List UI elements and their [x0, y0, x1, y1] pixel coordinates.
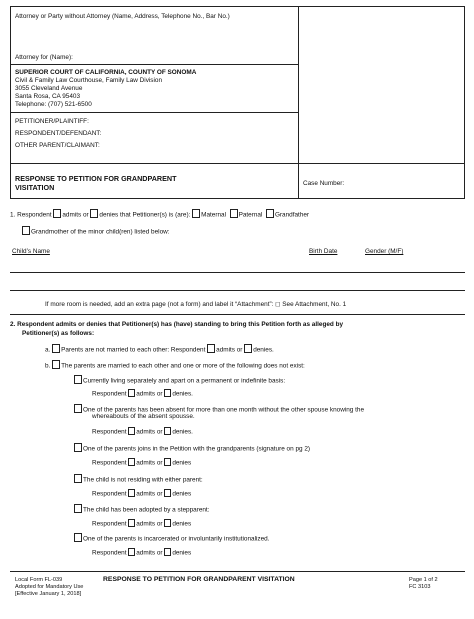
grandfather-checkbox[interactable]	[266, 209, 274, 218]
attorney-for-label: Attorney for (Name):	[15, 54, 73, 61]
option-1-denies-label: denies.	[172, 390, 193, 398]
option-4-admits-checkbox[interactable]	[128, 489, 135, 497]
option-4-checkbox[interactable]	[74, 474, 82, 483]
option-3-line	[74, 443, 310, 454]
a-denies-label: denies.	[253, 346, 274, 354]
option-3-checkbox[interactable]	[74, 443, 82, 452]
option-3-denies-checkbox[interactable]	[164, 458, 171, 466]
denies-that-label: denies that Petitioner(s) is (are):	[99, 211, 191, 219]
option-4-denies-label: denies	[172, 490, 192, 498]
option-2-respondent: Respondent	[92, 428, 127, 436]
option-3-text: One of the parents joins in the Petition with the grandparents (signature on pg 2)	[83, 445, 311, 453]
item2-heading-1: 2. Respondent admits or denies that Petitioner(s) has (have) standing to bring this Petition forth as alleged by	[10, 321, 344, 328]
court-line-3: Santa Rosa, CA 95403	[15, 93, 81, 100]
footer-form-id: Local Form FL-039	[15, 577, 63, 583]
b-text: The parents are married to each other and one or more of the following does not exist:	[61, 362, 305, 370]
option-4-text: The child is not residing with either parent:	[83, 476, 203, 484]
court-line-1: Civil & Family Law Courthouse, Family Law Division	[15, 77, 163, 84]
option-5-respondent: Respondent	[92, 520, 127, 528]
option-2-response	[92, 427, 193, 437]
paternal-label: Paternal	[238, 211, 263, 219]
col-birth-date: Birth Date	[309, 248, 338, 255]
footer-rule	[10, 571, 465, 572]
option-5-denies-checkbox[interactable]	[164, 519, 171, 527]
item1-prefix: 1. Respondent	[10, 211, 52, 219]
a-checkbox[interactable]	[52, 344, 60, 353]
option-1-admits-checkbox[interactable]	[128, 389, 135, 397]
option-2-text: One of the parents has been absent for more than one month without the other spouse knowing the	[83, 406, 365, 414]
child-row-1-line[interactable]	[10, 272, 465, 273]
attorney-label: Attorney or Party without Attorney (Name, Address, Telephone No., Bar No.)	[15, 13, 230, 20]
option-6-denies-checkbox[interactable]	[164, 548, 171, 556]
option-1-respondent: Respondent	[92, 390, 127, 398]
option-3-admits-checkbox[interactable]	[128, 458, 135, 466]
caption-divider	[298, 6, 299, 199]
item2-b-line	[45, 360, 305, 371]
child-row-2-line[interactable]	[10, 290, 465, 291]
option-6-respondent: Respondent	[92, 549, 127, 557]
court-line-4: Telephone: (707) 521-6500	[15, 101, 92, 108]
item2-heading-2: Petitioner(s) as follows:	[22, 330, 95, 337]
option-3-denies-label: denies	[172, 459, 192, 467]
option-4-respondent: Respondent	[92, 490, 127, 498]
option-6-denies-label: denies	[172, 549, 192, 557]
court-line-2: 3055 Cleveland Avenue	[15, 85, 83, 92]
court-section-bottom	[10, 112, 298, 113]
option-5-denies-label: denies	[172, 520, 192, 528]
option-6-admits-label: admits or	[136, 549, 163, 557]
option-1-line	[74, 375, 285, 386]
option-2-text-2: whereabouts of the absent spousse.	[92, 413, 195, 420]
grandmother-label: Grandmother of the minor child(ren) listed below:	[31, 228, 170, 236]
option-2-admits-checkbox[interactable]	[128, 427, 135, 435]
option-1-checkbox[interactable]	[74, 375, 82, 384]
petitioner-label: PETITIONER/PLAINTIFF:	[15, 118, 89, 125]
footer-adopted: Adopted for Mandatory Use	[15, 584, 84, 590]
option-4-line	[74, 474, 203, 485]
footer-code: FC 3103	[409, 584, 431, 590]
col-childs-name: Child’s Name	[12, 248, 50, 255]
option-5-text: The child has been adopted by a stepparent:	[83, 506, 210, 514]
item2-a-label: a.	[45, 346, 51, 354]
case-number-field[interactable]	[352, 174, 460, 194]
item1-line	[10, 209, 309, 220]
option-4-response	[92, 489, 191, 499]
grandmother-checkbox[interactable]	[22, 226, 30, 235]
option-3-admits-label: admits or	[136, 459, 163, 467]
item2-a-line	[45, 344, 274, 355]
option-6-response	[92, 548, 191, 558]
footer-title: RESPONSE TO PETITION FOR GRANDPARENT VISITATION	[103, 576, 295, 583]
option-2-denies-checkbox[interactable]	[164, 427, 171, 435]
option-5-response	[92, 519, 191, 529]
grandmother-line	[22, 226, 170, 237]
b-checkbox[interactable]	[52, 360, 60, 369]
option-5-line	[74, 504, 209, 515]
option-4-denies-checkbox[interactable]	[164, 489, 171, 497]
attorney-section-bottom	[10, 64, 298, 65]
option-1-admits-label: admits or	[136, 390, 163, 398]
court-name: SUPERIOR COURT OF CALIFORNIA, COUNTY OF SONOMA	[15, 69, 197, 76]
option-6-checkbox[interactable]	[74, 533, 82, 542]
more-room-note: If more room is needed, add an extra page (not a form) and label it “Attachment”: ◻ See Attachment, No. 1	[45, 301, 347, 308]
footer-effective: [Effective January 1, 2018]	[15, 591, 82, 597]
admits-label: admits or	[62, 211, 89, 219]
section-divider	[10, 314, 465, 315]
option-6-text: One of the parents is incarcerated or involuntarily institutionalized.	[83, 535, 270, 543]
option-1-text: Currently living separately and apart on a permanent or indefinite basis:	[83, 377, 286, 385]
a-text: Parents are not married to each other: Respondent	[61, 346, 206, 354]
title-row-top	[10, 163, 465, 164]
a-admits-label: admits or	[216, 346, 243, 354]
form-title-line-1: RESPONSE TO PETITION FOR GRANDPARENT	[15, 174, 177, 183]
a-admits-checkbox[interactable]	[207, 344, 215, 353]
option-2-denies-label: denies.	[172, 428, 193, 436]
col-gender: Gender (M/F)	[365, 248, 404, 255]
item2-b-label: b.	[45, 362, 51, 370]
option-5-admits-label: admits or	[136, 520, 163, 528]
grandfather-label: Grandfather	[274, 211, 310, 219]
form-title-line-2: VISITATION	[15, 183, 55, 192]
attorney-name-field[interactable]	[15, 22, 293, 52]
option-1-denies-checkbox[interactable]	[164, 389, 171, 397]
respondent-admits-checkbox[interactable]	[53, 209, 61, 218]
option-2-checkbox[interactable]	[74, 404, 82, 413]
maternal-checkbox[interactable]	[192, 209, 200, 218]
maternal-label: Maternal	[201, 211, 227, 219]
paternal-checkbox[interactable]	[230, 209, 238, 218]
other-parent-label: OTHER PARENT/CLAIMANT:	[15, 142, 100, 149]
case-number-label: Case Number:	[303, 180, 345, 187]
option-3-respondent: Respondent	[92, 459, 127, 467]
option-5-checkbox[interactable]	[74, 504, 82, 513]
option-3-response	[92, 458, 191, 468]
a-denies-checkbox[interactable]	[244, 344, 252, 353]
option-1-response	[92, 389, 193, 399]
option-2-admits-label: admits or	[136, 428, 163, 436]
respondent-label: RESPONDENT/DEFENDANT:	[15, 130, 102, 137]
option-5-admits-checkbox[interactable]	[128, 519, 135, 527]
footer-page: Page 1 of 2	[409, 577, 438, 583]
option-6-admits-checkbox[interactable]	[128, 548, 135, 556]
option-4-admits-label: admits or	[136, 490, 163, 498]
option-6-line	[74, 533, 270, 544]
respondent-denies-checkbox[interactable]	[90, 209, 98, 218]
